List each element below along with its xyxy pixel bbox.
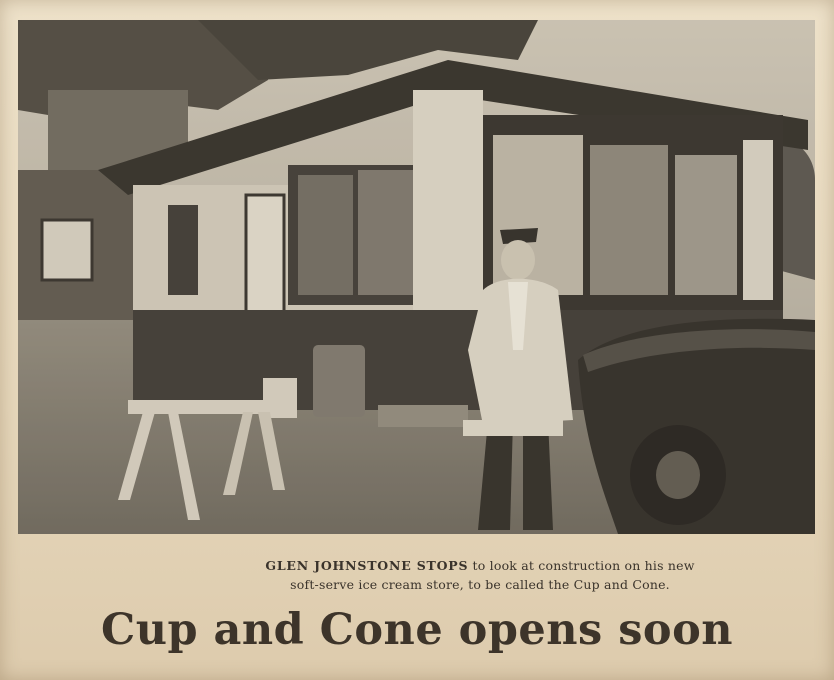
- photo-tint: [18, 20, 815, 534]
- headline: Cup and Cone opens soon: [100, 605, 734, 655]
- caption-line-2: soft-serve ice cream store, to be called the Cup and Cone.: [290, 577, 670, 592]
- caption-line-1: to look at construction on his new: [468, 558, 695, 573]
- caption-lead: GLEN JOHNSTONE STOPS: [265, 558, 469, 573]
- photo-caption: [150, 556, 810, 594]
- photo-illustration: [18, 20, 815, 534]
- news-photo: [18, 20, 815, 534]
